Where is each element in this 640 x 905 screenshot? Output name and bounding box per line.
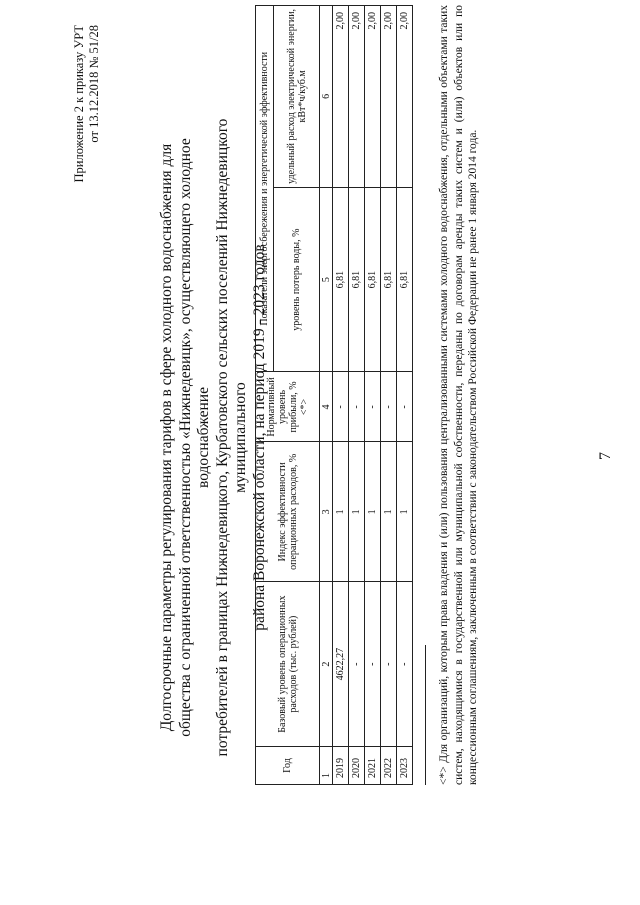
- parameters-table: [255, 5, 413, 785]
- cell-water-loss: 6,81: [333, 187, 349, 372]
- table-row: [397, 6, 413, 785]
- cell-water-loss: 6,81: [397, 187, 413, 372]
- cell-normative-profit: -: [333, 372, 349, 442]
- cell-year: 2021: [365, 747, 381, 785]
- footnote-divider: [425, 645, 426, 785]
- cell-base-level: -: [381, 582, 397, 747]
- header-base-level: Базовый уровень операционных расходов (тыс. рублей): [256, 582, 320, 747]
- cell-normative-profit: -: [397, 372, 413, 442]
- appendix-reference: [72, 25, 102, 265]
- appendix-line-1: Приложение 2 к приказу УРТ: [72, 25, 86, 183]
- col-number: 2: [320, 582, 333, 747]
- cell-base-level: -: [397, 582, 413, 747]
- page-number: 7: [597, 452, 614, 460]
- cell-water-loss: 6,81: [381, 187, 397, 372]
- header-year: Год: [256, 747, 320, 785]
- title-line-1: Долгосрочные параметры регулирования тарифов в сфере холодного водоснабжения для: [158, 143, 175, 732]
- document-title: [158, 105, 269, 770]
- header-energy-group: Показатели энергосбережения и энергетической эффективности: [256, 6, 274, 372]
- table-row: [365, 6, 381, 785]
- header-electricity: удельный расход электрической энергии, кВт*ч/куб.м: [274, 6, 320, 188]
- cell-electricity: 2,00: [397, 6, 413, 188]
- cell-electricity: 2,00: [333, 6, 349, 188]
- title-line-4: района Воронежской области, на период 2019 - 2023 годов: [250, 244, 268, 631]
- cell-electricity: 2,00: [381, 6, 397, 188]
- cell-year: 2020: [349, 747, 365, 785]
- title-line-3: потребителей в границах Нижнедевицкого, Курбатовского сельских поселений Нижнедевицкого муниципального: [213, 118, 249, 757]
- appendix-line-2: от 13.12.2018 № 51/28: [87, 25, 101, 143]
- footnote-text: <*> Для организаций, которым права владения и (или) пользования централизованными системами холодного водоснабжения, отдельными объектами таких систем, находящимися в государственной или муниципальной собственности, переданы по договорам аренды таких систем и (или) объектов или по концессионным соглашениям, заключенным в соответствии с законодательством Российской Федерации не ранее 1 января 2014 года.: [438, 5, 479, 785]
- cell-efficiency-index: 1: [365, 442, 381, 582]
- cell-year: 2019: [333, 747, 349, 785]
- header-normative-profit: Нормативный уровень прибыли, % <*>: [256, 372, 320, 442]
- cell-year: 2022: [381, 747, 397, 785]
- cell-efficiency-index: 1: [333, 442, 349, 582]
- cell-base-level: -: [349, 582, 365, 747]
- col-number: 4: [320, 372, 333, 442]
- cell-base-level: -: [365, 582, 381, 747]
- cell-normative-profit: -: [349, 372, 365, 442]
- cell-water-loss: 6,81: [365, 187, 381, 372]
- cell-normative-profit: -: [381, 372, 397, 442]
- col-number: 6: [320, 6, 333, 188]
- table-numbering-row: [320, 6, 333, 785]
- col-number: 3: [320, 442, 333, 582]
- header-water-loss: уровень потерь воды, %: [274, 187, 320, 372]
- cell-electricity: 2,00: [365, 6, 381, 188]
- table-row: [381, 6, 397, 785]
- header-efficiency-index: Индекс эффективности операционных расходов, %: [256, 442, 320, 582]
- cell-efficiency-index: 1: [381, 442, 397, 582]
- table-header-row-1: [256, 6, 274, 785]
- table-row: [333, 6, 349, 785]
- table-row: [349, 6, 365, 785]
- cell-electricity: 2,00: [349, 6, 365, 188]
- cell-base-level: 4622,27: [333, 582, 349, 747]
- col-number: 1: [320, 747, 333, 785]
- cell-year: 2023: [397, 747, 413, 785]
- cell-efficiency-index: 1: [397, 442, 413, 582]
- title-line-2: общества с ограниченной ответственностью «Нижнедевицк», осуществляющего холодное водоснабжение: [176, 138, 212, 737]
- col-number: 5: [320, 187, 333, 372]
- cell-water-loss: 6,81: [349, 187, 365, 372]
- cell-efficiency-index: 1: [349, 442, 365, 582]
- cell-normative-profit: -: [365, 372, 381, 442]
